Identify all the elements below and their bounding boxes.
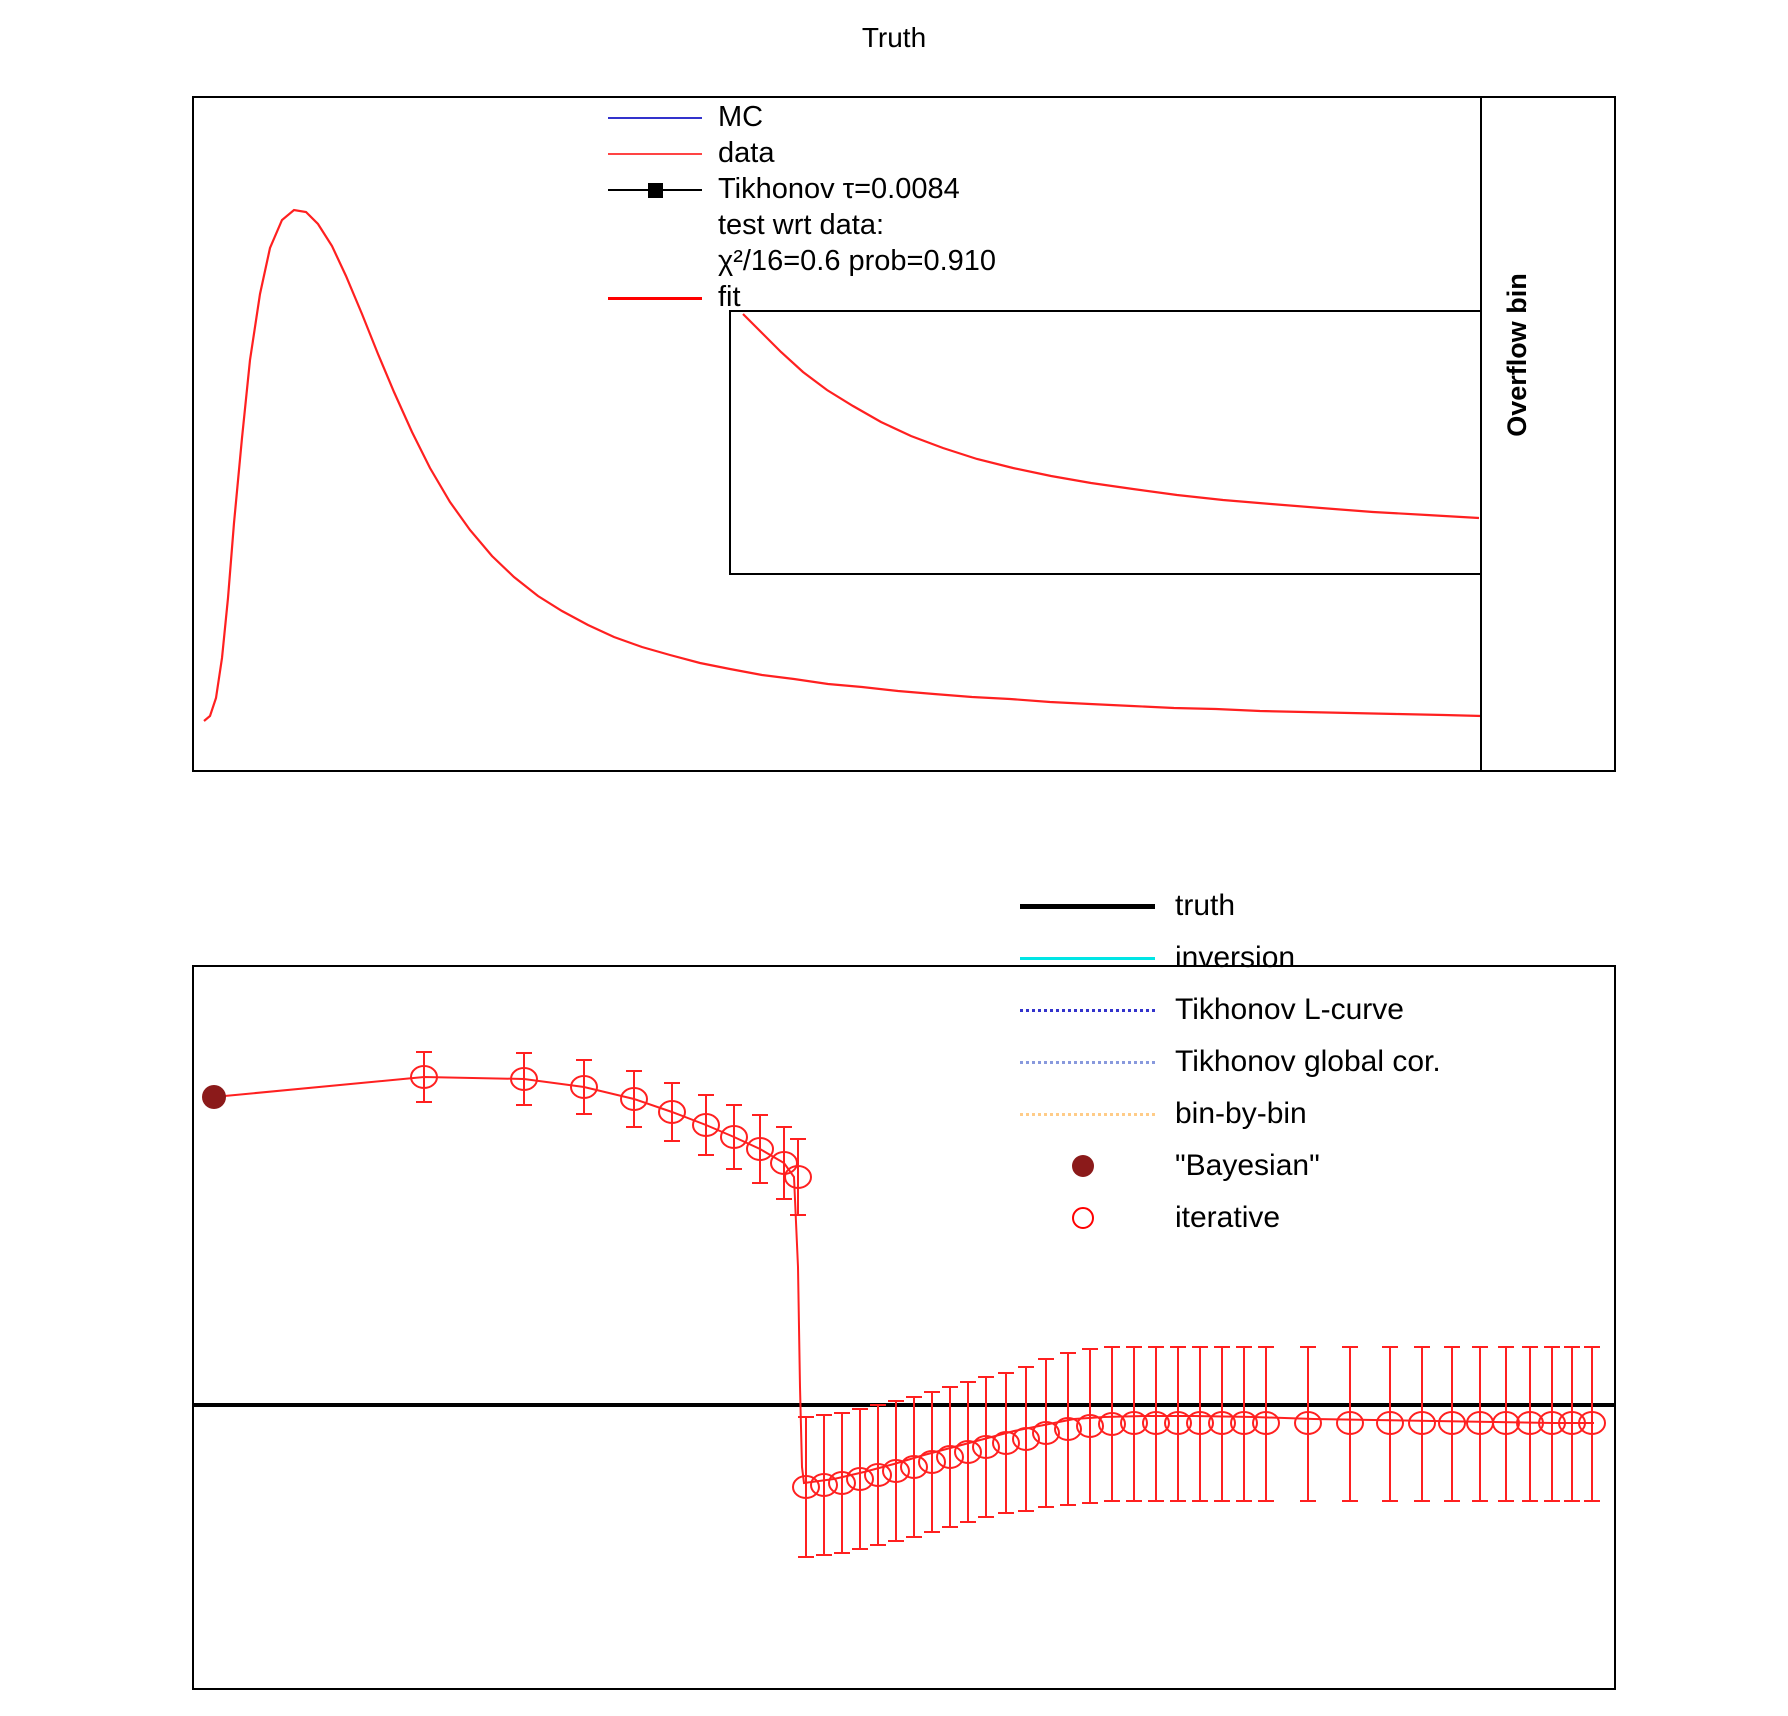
legend-label-truth: truth: [1175, 889, 1236, 922]
overflow-bin-label: [1502, 0, 1533, 437]
legend-item-tikhonov-lcurve: [1010, 984, 1730, 1036]
legend-item-test-wrt-data: [600, 208, 1300, 244]
legend-item-truth: [1010, 880, 1730, 932]
iterative-points-upper: [411, 1052, 811, 1215]
legend-line-tikhonov-lcurve: [1010, 995, 1165, 1025]
legend-label-mc: MC: [718, 101, 764, 134]
legend-line-fit: [600, 283, 710, 313]
legend-line-truth: [1010, 891, 1165, 921]
legend-label-test-wrt-data: test wrt data:: [718, 209, 885, 242]
legend-item-tikhonov-global-cor: [1010, 1036, 1730, 1088]
legend-label-inversion: inversion: [1175, 941, 1296, 974]
bayesian-point: [202, 1085, 226, 1109]
overflow-bin-label-text: Overflow bin: [1502, 273, 1532, 437]
ratio-legend: [1010, 880, 1730, 1244]
filled-circle-icon: [1072, 1155, 1094, 1177]
legend-item-chi2: [600, 244, 1300, 280]
page-title: Truth: [861, 22, 927, 53]
truth-panel: [0, 0, 1788, 800]
truth-inset-plot: [729, 310, 1481, 575]
legend-line-mc: [600, 103, 710, 133]
legend-label-bayesian: "Bayesian": [1175, 1149, 1320, 1182]
legend-marker-bayesian: [1010, 1151, 1165, 1181]
legend-line-bin-by-bin: [1010, 1099, 1165, 1129]
truth-legend: [600, 100, 1300, 316]
legend-label-tikhonov-lcurve: Tikhonov L-curve: [1175, 993, 1404, 1026]
legend-line-inversion: [1010, 943, 1165, 973]
inset-fit-curve: [743, 314, 1479, 518]
legend-item-mc: [600, 100, 1300, 136]
legend-item-data: [600, 136, 1300, 172]
inset-curve-svg: [731, 312, 1481, 574]
legend-item-bayesian: [1010, 1140, 1730, 1192]
legend-label-tikhonov-global-cor: Tikhonov global cor.: [1175, 1045, 1441, 1078]
legend-item-tikhonov: [600, 172, 1300, 208]
legend-label-bin-by-bin: bin-by-bin: [1175, 1097, 1307, 1130]
legend-line-data: [600, 139, 710, 169]
open-circle-icon: [1072, 1207, 1094, 1229]
legend-marker-iterative: [1010, 1203, 1165, 1233]
legend-square-icon: [648, 183, 663, 198]
legend-label-fit: fit: [718, 281, 741, 314]
legend-item-inversion: [1010, 932, 1730, 984]
legend-label-tikhonov: Tikhonov τ=0.0084: [718, 173, 960, 206]
legend-label-iterative: iterative: [1175, 1201, 1281, 1234]
iterative-points-lower: [793, 1347, 1605, 1557]
legend-item-bin-by-bin: [1010, 1088, 1730, 1140]
legend-line-tikhonov-global-cor: [1010, 1047, 1165, 1077]
legend-item-iterative: [1010, 1192, 1730, 1244]
legend-label-chi2: χ²/16=0.6 prob=0.910: [718, 245, 997, 278]
legend-marker-tikhonov: [600, 175, 710, 205]
legend-label-data: data: [718, 137, 775, 170]
ratio-panel: [0, 880, 1788, 1716]
